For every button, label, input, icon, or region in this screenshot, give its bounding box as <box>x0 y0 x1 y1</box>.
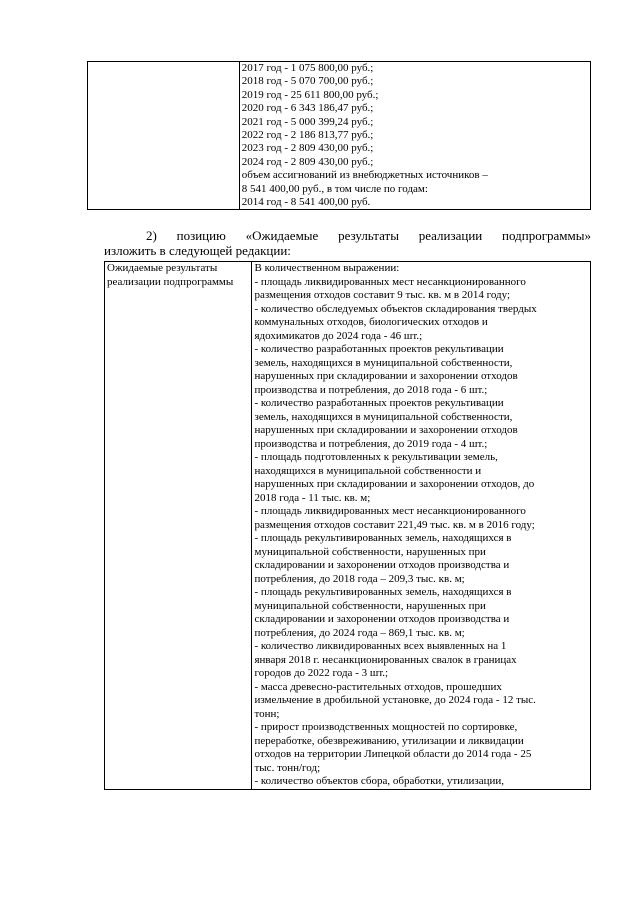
table-cell-empty <box>88 62 240 210</box>
result-line: производства и потребления, до 2018 года - 6 шт.; <box>254 383 488 396</box>
paragraph-line: изложить в следующей редакции: <box>104 243 291 258</box>
label-line: Ожидаемые результаты <box>107 262 218 274</box>
result-line: земель, находящихся в муниципальной собственности, <box>254 356 513 369</box>
result-line: - количество ликвидированных всех выявленных на 1 <box>254 640 507 652</box>
result-line: нарушенных при складировании и захоронении отходов, до <box>254 478 535 490</box>
result-line: - масса древесно-растительных отходов, прошедших <box>254 680 502 693</box>
funding-line: 2023 год - 2 809 430,00 руб.; <box>241 142 374 155</box>
paragraph-line: 2) позицию «Ожидаемые результаты реализации подпрограммы» <box>146 228 591 243</box>
result-line: потребления, до 2018 года – 209,3 тыс. кв. м; <box>254 572 465 585</box>
result-line: коммунальных отходов, биологических отходов и <box>254 316 488 328</box>
funding-line: 2019 год - 25 611 800,00 руб.; <box>241 88 379 101</box>
result-line: муниципальной собственности, нарушенных при <box>254 545 486 558</box>
funding-line: 2024 год - 2 809 430,00 руб.; <box>241 155 374 168</box>
result-line: размещения отходов составит 9 тыс. кв. м в 2014 году; <box>254 289 511 301</box>
result-line: нарушенных при складировании и захоронении отходов <box>254 424 518 436</box>
result-line: - площадь ликвидированных мест несанкционированного <box>254 275 526 288</box>
label-line: реализации подпрограммы <box>107 275 234 288</box>
funding-cell <box>239 62 590 210</box>
funding-line: 2018 год - 5 070 700,00 руб.; <box>241 75 374 88</box>
result-line: - площадь подготовленных к рекультивации земель, <box>254 451 498 463</box>
result-line: переработке, обезвреживанию, утилизации и ликвидации <box>254 734 524 747</box>
result-line: января 2018 г. несанкционированных свалок в границах <box>254 653 517 666</box>
funding-line: 2021 год - 5 000 399,24 руб.; <box>241 115 374 128</box>
result-line: муниципальной собственности, нарушенных при <box>254 599 486 612</box>
expected-results-table <box>104 261 591 790</box>
funding-table <box>87 61 591 210</box>
funding-line: 8 541 400,00 руб., в том числе по годам: <box>241 182 428 195</box>
result-line: отходов на территории Липецкой области до 2014 года - 25 <box>254 748 532 760</box>
result-line: городов до 2022 года - 3 шт.; <box>254 667 389 679</box>
result-line: складировании и захоронении отходов производства и <box>254 613 510 625</box>
result-line: ядохимикатов до 2024 года - 46 шт.; <box>254 329 423 342</box>
result-line: размещения отходов составит 221,49 тыс. кв. м в 2016 году; <box>254 518 535 531</box>
result-line: тонн; <box>254 707 280 720</box>
funding-line: объем ассигнований из внебюджетных источников – <box>241 169 488 182</box>
results-label-cell <box>105 262 252 790</box>
result-line: находящихся в муниципальной собственности и <box>254 464 482 477</box>
table-row <box>88 62 591 210</box>
result-line: нарушенных при складировании и захоронении отходов <box>254 370 518 382</box>
result-line: В количественном выражении: <box>254 262 400 274</box>
result-line: земель, находящихся в муниципальной собственности, <box>254 410 513 423</box>
result-line: - площадь ликвидированных мест несанкционированного <box>254 505 526 517</box>
result-line: - прирост производственных мощностей по сортировке, <box>254 721 518 733</box>
result-line: - количество объектов сбора, обработки, утилизации, <box>254 775 505 787</box>
result-line: 2018 года - 11 тыс. кв. м; <box>254 491 371 504</box>
funding-line: 2022 год - 2 186 813,77 руб.; <box>241 129 374 142</box>
funding-line: 2020 год - 6 343 186,47 руб.; <box>241 102 374 115</box>
result-line: - площадь рекультивированных земель, находящихся в <box>254 532 512 544</box>
result-line: - количество обследуемых объектов складирования твердых <box>254 302 537 315</box>
result-line: - количество разработанных проектов рекультивации <box>254 397 504 409</box>
result-line: - площадь рекультивированных земель, находящихся в <box>254 586 512 598</box>
funding-line: 2014 год - 8 541 400,00 руб. <box>241 196 371 209</box>
result-line: измельчение в дробильной установке, до 2024 года - 12 тыс. <box>254 694 536 706</box>
result-line: производства и потребления, до 2019 года - 4 шт.; <box>254 437 488 450</box>
result-line: тыс. тонн/год; <box>254 761 321 774</box>
result-line: складировании и захоронении отходов производства и <box>254 559 510 571</box>
result-line: - количество разработанных проектов рекультивации <box>254 343 504 355</box>
table-row <box>105 262 591 790</box>
amendment-paragraph <box>104 228 591 258</box>
results-value-cell <box>252 262 591 790</box>
result-line: потребления, до 2024 года – 869,1 тыс. кв. м; <box>254 626 465 639</box>
funding-line: 2017 год - 1 075 800,00 руб.; <box>241 62 374 74</box>
